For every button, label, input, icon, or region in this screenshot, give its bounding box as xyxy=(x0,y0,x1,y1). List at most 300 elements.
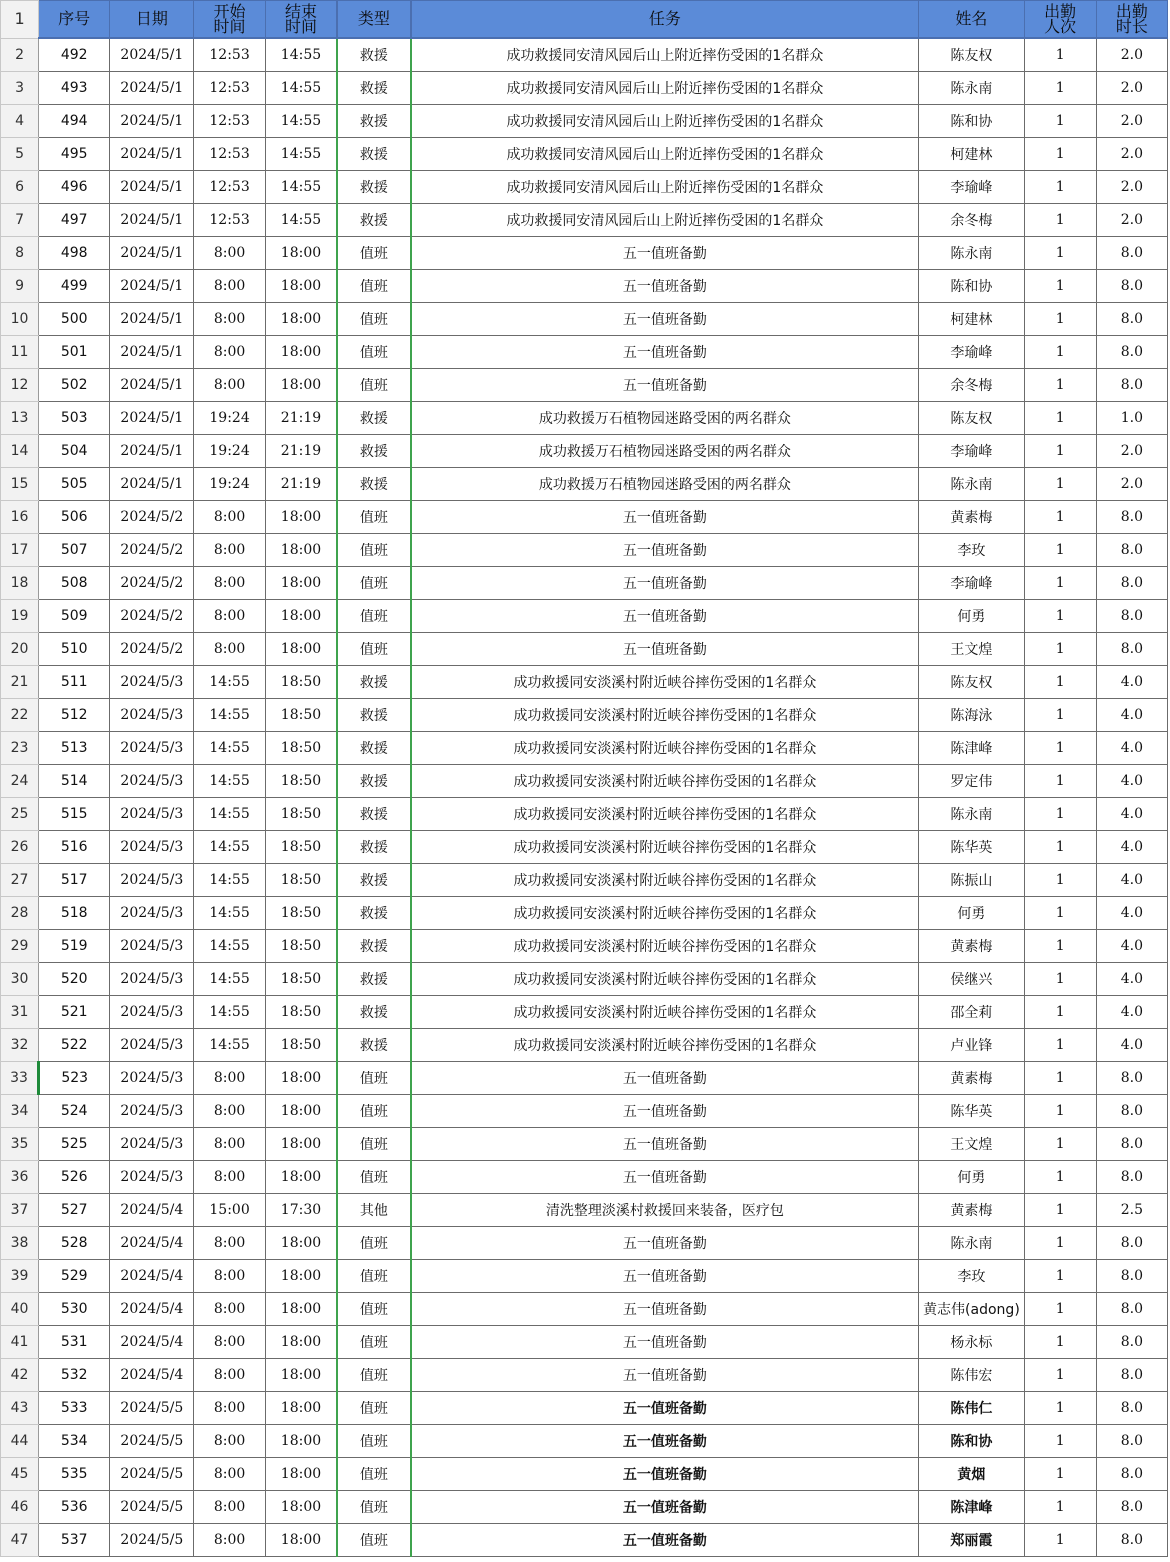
cell-end-time[interactable]: 18:00 xyxy=(265,1359,337,1392)
cell-task[interactable]: 成功救援同安淡溪村附近峡谷摔伤受困的1名群众 xyxy=(411,897,919,930)
cell-end-time[interactable]: 18:00 xyxy=(265,1392,337,1425)
cell-count[interactable]: 1 xyxy=(1024,303,1096,336)
cell-name[interactable]: 杨永标 xyxy=(919,1326,1024,1359)
cell-start-time[interactable]: 14:55 xyxy=(194,864,265,897)
cell-start-time[interactable]: 8:00 xyxy=(194,270,265,303)
cell-task[interactable]: 五一值班备勤 xyxy=(411,1491,919,1524)
cell-count[interactable]: 1 xyxy=(1024,1260,1096,1293)
cell-task[interactable]: 五一值班备勤 xyxy=(411,1392,919,1425)
cell-id[interactable]: 524 xyxy=(39,1095,110,1128)
cell-hours[interactable]: 8.0 xyxy=(1096,237,1167,270)
cell-hours[interactable]: 4.0 xyxy=(1096,732,1167,765)
cell-date[interactable]: 2024/5/3 xyxy=(110,897,194,930)
cell-task[interactable]: 成功救援万石植物园迷路受困的两名群众 xyxy=(411,468,919,501)
cell-name[interactable]: 陈和协 xyxy=(919,270,1024,303)
cell-start-time[interactable]: 8:00 xyxy=(194,1227,265,1260)
cell-date[interactable]: 2024/5/1 xyxy=(110,237,194,270)
cell-id[interactable]: 498 xyxy=(39,237,110,270)
cell-type[interactable]: 值班 xyxy=(337,567,410,600)
row-header[interactable]: 14 xyxy=(1,435,39,468)
row-header[interactable]: 39 xyxy=(1,1260,39,1293)
cell-start-time[interactable]: 8:00 xyxy=(194,1293,265,1326)
cell-start-time[interactable]: 8:00 xyxy=(194,1161,265,1194)
cell-id[interactable]: 518 xyxy=(39,897,110,930)
cell-start-time[interactable]: 14:55 xyxy=(194,798,265,831)
cell-id[interactable]: 525 xyxy=(39,1128,110,1161)
cell-end-time[interactable]: 18:50 xyxy=(265,798,337,831)
cell-name[interactable]: 柯建林 xyxy=(919,138,1024,171)
cell-hours[interactable]: 8.0 xyxy=(1096,270,1167,303)
cell-type[interactable]: 救援 xyxy=(337,38,410,72)
cell-count[interactable]: 1 xyxy=(1024,1425,1096,1458)
cell-start-time[interactable]: 12:53 xyxy=(194,138,265,171)
cell-type[interactable]: 救援 xyxy=(337,765,410,798)
cell-type[interactable]: 值班 xyxy=(337,336,410,369)
cell-end-time[interactable]: 18:50 xyxy=(265,765,337,798)
cell-count[interactable]: 1 xyxy=(1024,567,1096,600)
row-header[interactable]: 30 xyxy=(1,963,39,996)
cell-date[interactable]: 2024/5/3 xyxy=(110,864,194,897)
cell-hours[interactable]: 8.0 xyxy=(1096,1095,1167,1128)
cell-task[interactable]: 成功救援同安淡溪村附近峡谷摔伤受困的1名群众 xyxy=(411,831,919,864)
cell-hours[interactable]: 8.0 xyxy=(1096,303,1167,336)
cell-id[interactable]: 494 xyxy=(39,105,110,138)
cell-name[interactable]: 陈友权 xyxy=(919,402,1024,435)
cell-task[interactable]: 成功救援同安淡溪村附近峡谷摔伤受困的1名群众 xyxy=(411,798,919,831)
cell-task[interactable]: 五一值班备勤 xyxy=(411,633,919,666)
cell-hours[interactable]: 8.0 xyxy=(1096,600,1167,633)
cell-task[interactable]: 五一值班备勤 xyxy=(411,567,919,600)
cell-count[interactable]: 1 xyxy=(1024,1524,1096,1557)
cell-task[interactable]: 五一值班备勤 xyxy=(411,534,919,567)
cell-date[interactable]: 2024/5/2 xyxy=(110,600,194,633)
cell-id[interactable]: 529 xyxy=(39,1260,110,1293)
cell-count[interactable]: 1 xyxy=(1024,1062,1096,1095)
cell-name[interactable]: 李瑜峰 xyxy=(919,171,1024,204)
cell-date[interactable]: 2024/5/1 xyxy=(110,138,194,171)
cell-count[interactable]: 1 xyxy=(1024,534,1096,567)
cell-date[interactable]: 2024/5/3 xyxy=(110,765,194,798)
cell-count[interactable]: 1 xyxy=(1024,600,1096,633)
cell-task[interactable]: 五一值班备勤 xyxy=(411,1128,919,1161)
cell-count[interactable]: 1 xyxy=(1024,831,1096,864)
cell-task[interactable]: 五一值班备勤 xyxy=(411,369,919,402)
cell-id[interactable]: 504 xyxy=(39,435,110,468)
cell-date[interactable]: 2024/5/3 xyxy=(110,1062,194,1095)
cell-type[interactable]: 救援 xyxy=(337,402,410,435)
cell-date[interactable]: 2024/5/1 xyxy=(110,204,194,237)
cell-id[interactable]: 511 xyxy=(39,666,110,699)
cell-start-time[interactable]: 12:53 xyxy=(194,38,265,72)
cell-name[interactable]: 陈华英 xyxy=(919,1095,1024,1128)
cell-task[interactable]: 五一值班备勤 xyxy=(411,600,919,633)
cell-end-time[interactable]: 14:55 xyxy=(265,204,337,237)
cell-date[interactable]: 2024/5/4 xyxy=(110,1359,194,1392)
cell-start-time[interactable]: 19:24 xyxy=(194,435,265,468)
cell-start-time[interactable]: 15:00 xyxy=(194,1194,265,1227)
cell-type[interactable]: 值班 xyxy=(337,1062,410,1095)
cell-date[interactable]: 2024/5/3 xyxy=(110,1095,194,1128)
cell-start-time[interactable]: 19:24 xyxy=(194,468,265,501)
cell-start-time[interactable]: 14:55 xyxy=(194,831,265,864)
cell-end-time[interactable]: 18:00 xyxy=(265,633,337,666)
cell-date[interactable]: 2024/5/5 xyxy=(110,1458,194,1491)
cell-id[interactable]: 501 xyxy=(39,336,110,369)
cell-id[interactable]: 497 xyxy=(39,204,110,237)
cell-hours[interactable]: 4.0 xyxy=(1096,930,1167,963)
cell-count[interactable]: 1 xyxy=(1024,666,1096,699)
cell-start-time[interactable]: 8:00 xyxy=(194,336,265,369)
cell-date[interactable]: 2024/5/2 xyxy=(110,534,194,567)
cell-end-time[interactable]: 18:00 xyxy=(265,1062,337,1095)
cell-id[interactable]: 509 xyxy=(39,600,110,633)
cell-end-time[interactable]: 18:00 xyxy=(265,336,337,369)
cell-count[interactable]: 1 xyxy=(1024,501,1096,534)
cell-count[interactable]: 1 xyxy=(1024,1095,1096,1128)
row-header[interactable]: 46 xyxy=(1,1491,39,1524)
cell-id[interactable]: 508 xyxy=(39,567,110,600)
cell-task[interactable]: 成功救援同安淡溪村附近峡谷摔伤受困的1名群众 xyxy=(411,765,919,798)
cell-end-time[interactable]: 18:00 xyxy=(265,369,337,402)
cell-id[interactable]: 531 xyxy=(39,1326,110,1359)
cell-type[interactable]: 救援 xyxy=(337,72,410,105)
cell-type[interactable]: 救援 xyxy=(337,963,410,996)
cell-task[interactable]: 五一值班备勤 xyxy=(411,1425,919,1458)
cell-type[interactable]: 值班 xyxy=(337,303,410,336)
cell-name[interactable]: 何勇 xyxy=(919,1161,1024,1194)
cell-type[interactable]: 值班 xyxy=(337,1095,410,1128)
cell-hours[interactable]: 2.0 xyxy=(1096,138,1167,171)
cell-hours[interactable]: 1.0 xyxy=(1096,402,1167,435)
cell-count[interactable]: 1 xyxy=(1024,1491,1096,1524)
cell-type[interactable]: 值班 xyxy=(337,1293,410,1326)
cell-name[interactable]: 王文煌 xyxy=(919,633,1024,666)
cell-start-time[interactable]: 14:55 xyxy=(194,699,265,732)
cell-start-time[interactable]: 8:00 xyxy=(194,567,265,600)
cell-end-time[interactable]: 18:00 xyxy=(265,600,337,633)
row-header[interactable]: 19 xyxy=(1,600,39,633)
row-header[interactable]: 28 xyxy=(1,897,39,930)
row-header[interactable]: 18 xyxy=(1,567,39,600)
row-header[interactable]: 3 xyxy=(1,72,39,105)
row-header[interactable]: 10 xyxy=(1,303,39,336)
cell-type[interactable]: 值班 xyxy=(337,1161,410,1194)
row-header[interactable]: 38 xyxy=(1,1227,39,1260)
cell-name[interactable]: 李瑜峰 xyxy=(919,567,1024,600)
cell-name[interactable]: 陈伟仁 xyxy=(919,1392,1024,1425)
cell-count[interactable]: 1 xyxy=(1024,1359,1096,1392)
cell-task[interactable]: 成功救援万石植物园迷路受困的两名群众 xyxy=(411,402,919,435)
cell-hours[interactable]: 8.0 xyxy=(1096,1491,1167,1524)
cell-task[interactable]: 五一值班备勤 xyxy=(411,237,919,270)
cell-start-time[interactable]: 14:55 xyxy=(194,930,265,963)
cell-start-time[interactable]: 8:00 xyxy=(194,1425,265,1458)
cell-start-time[interactable]: 8:00 xyxy=(194,1458,265,1491)
cell-start-time[interactable]: 8:00 xyxy=(194,1095,265,1128)
cell-name[interactable]: 罗定伟 xyxy=(919,765,1024,798)
column-header-type[interactable]: 类型 xyxy=(337,1,410,39)
cell-end-time[interactable]: 18:50 xyxy=(265,963,337,996)
cell-count[interactable]: 1 xyxy=(1024,1161,1096,1194)
cell-id[interactable]: 495 xyxy=(39,138,110,171)
row-header[interactable]: 34 xyxy=(1,1095,39,1128)
cell-task[interactable]: 五一值班备勤 xyxy=(411,270,919,303)
cell-count[interactable]: 1 xyxy=(1024,1029,1096,1062)
cell-end-time[interactable]: 18:50 xyxy=(265,864,337,897)
cell-count[interactable]: 1 xyxy=(1024,633,1096,666)
cell-start-time[interactable]: 8:00 xyxy=(194,600,265,633)
row-header[interactable]: 32 xyxy=(1,1029,39,1062)
cell-date[interactable]: 2024/5/2 xyxy=(110,501,194,534)
cell-count[interactable]: 1 xyxy=(1024,468,1096,501)
cell-type[interactable]: 值班 xyxy=(337,1326,410,1359)
cell-id[interactable]: 519 xyxy=(39,930,110,963)
cell-start-time[interactable]: 19:24 xyxy=(194,402,265,435)
cell-date[interactable]: 2024/5/3 xyxy=(110,1029,194,1062)
cell-hours[interactable]: 8.0 xyxy=(1096,1293,1167,1326)
cell-id[interactable]: 521 xyxy=(39,996,110,1029)
cell-hours[interactable]: 4.0 xyxy=(1096,996,1167,1029)
cell-end-time[interactable]: 21:19 xyxy=(265,468,337,501)
cell-id[interactable]: 506 xyxy=(39,501,110,534)
cell-hours[interactable]: 8.0 xyxy=(1096,1260,1167,1293)
row-header[interactable]: 27 xyxy=(1,864,39,897)
cell-end-time[interactable]: 18:00 xyxy=(265,1491,337,1524)
cell-end-time[interactable]: 14:55 xyxy=(265,72,337,105)
row-header[interactable]: 25 xyxy=(1,798,39,831)
cell-type[interactable]: 值班 xyxy=(337,1392,410,1425)
cell-start-time[interactable]: 8:00 xyxy=(194,534,265,567)
cell-count[interactable]: 1 xyxy=(1024,732,1096,765)
cell-end-time[interactable]: 18:50 xyxy=(265,831,337,864)
cell-end-time[interactable]: 18:00 xyxy=(265,1458,337,1491)
row-header[interactable]: 45 xyxy=(1,1458,39,1491)
cell-count[interactable]: 1 xyxy=(1024,1458,1096,1491)
row-header[interactable]: 8 xyxy=(1,237,39,270)
cell-hours[interactable]: 4.0 xyxy=(1096,831,1167,864)
cell-hours[interactable]: 4.0 xyxy=(1096,897,1167,930)
cell-hours[interactable]: 8.0 xyxy=(1096,1227,1167,1260)
cell-date[interactable]: 2024/5/4 xyxy=(110,1260,194,1293)
cell-hours[interactable]: 2.0 xyxy=(1096,171,1167,204)
cell-type[interactable]: 值班 xyxy=(337,1524,410,1557)
cell-id[interactable]: 513 xyxy=(39,732,110,765)
cell-start-time[interactable]: 8:00 xyxy=(194,1491,265,1524)
cell-name[interactable]: 李玫 xyxy=(919,1260,1024,1293)
cell-count[interactable]: 1 xyxy=(1024,1326,1096,1359)
cell-id[interactable]: 516 xyxy=(39,831,110,864)
cell-task[interactable]: 成功救援同安清风园后山上附近摔伤受困的1名群众 xyxy=(411,138,919,171)
cell-start-time[interactable]: 14:55 xyxy=(194,996,265,1029)
cell-end-time[interactable]: 14:55 xyxy=(265,138,337,171)
cell-type[interactable]: 值班 xyxy=(337,1260,410,1293)
cell-task[interactable]: 五一值班备勤 xyxy=(411,303,919,336)
cell-task[interactable]: 成功救援同安淡溪村附近峡谷摔伤受困的1名群众 xyxy=(411,732,919,765)
cell-count[interactable]: 1 xyxy=(1024,435,1096,468)
cell-name[interactable]: 柯建林 xyxy=(919,303,1024,336)
cell-start-time[interactable]: 12:53 xyxy=(194,105,265,138)
cell-start-time[interactable]: 8:00 xyxy=(194,1359,265,1392)
cell-hours[interactable]: 8.0 xyxy=(1096,1326,1167,1359)
cell-hours[interactable]: 8.0 xyxy=(1096,1359,1167,1392)
cell-count[interactable]: 1 xyxy=(1024,138,1096,171)
cell-id[interactable]: 510 xyxy=(39,633,110,666)
cell-start-time[interactable]: 8:00 xyxy=(194,1392,265,1425)
cell-end-time[interactable]: 18:50 xyxy=(265,666,337,699)
cell-start-time[interactable]: 14:55 xyxy=(194,963,265,996)
cell-type[interactable]: 值班 xyxy=(337,237,410,270)
cell-id[interactable]: 493 xyxy=(39,72,110,105)
cell-task[interactable]: 五一值班备勤 xyxy=(411,1293,919,1326)
cell-end-time[interactable]: 18:00 xyxy=(265,303,337,336)
cell-count[interactable]: 1 xyxy=(1024,171,1096,204)
cell-count[interactable]: 1 xyxy=(1024,1293,1096,1326)
cell-task[interactable]: 成功救援同安清风园后山上附近摔伤受困的1名群众 xyxy=(411,171,919,204)
cell-date[interactable]: 2024/5/2 xyxy=(110,633,194,666)
cell-task[interactable]: 成功救援同安淡溪村附近峡谷摔伤受困的1名群众 xyxy=(411,996,919,1029)
cell-name[interactable]: 黄素梅 xyxy=(919,1194,1024,1227)
cell-count[interactable]: 1 xyxy=(1024,369,1096,402)
cell-start-time[interactable]: 14:55 xyxy=(194,765,265,798)
cell-task[interactable]: 成功救援同安淡溪村附近峡谷摔伤受困的1名群众 xyxy=(411,930,919,963)
cell-start-time[interactable]: 8:00 xyxy=(194,303,265,336)
column-header-end-time[interactable] xyxy=(265,1,337,39)
cell-count[interactable]: 1 xyxy=(1024,996,1096,1029)
cell-start-time[interactable]: 8:00 xyxy=(194,369,265,402)
cell-name[interactable]: 陈永南 xyxy=(919,1227,1024,1260)
cell-type[interactable]: 值班 xyxy=(337,600,410,633)
cell-name[interactable]: 陈永南 xyxy=(919,798,1024,831)
cell-date[interactable]: 2024/5/3 xyxy=(110,666,194,699)
cell-type[interactable]: 救援 xyxy=(337,666,410,699)
cell-name[interactable]: 郑丽霞 xyxy=(919,1524,1024,1557)
row-header[interactable]: 17 xyxy=(1,534,39,567)
cell-name[interactable]: 黄志伟(adong) xyxy=(919,1293,1024,1326)
row-header[interactable]: 33 xyxy=(1,1062,39,1095)
cell-date[interactable]: 2024/5/1 xyxy=(110,105,194,138)
column-header-id[interactable]: 序号 xyxy=(39,1,110,39)
cell-task[interactable]: 五一值班备勤 xyxy=(411,336,919,369)
cell-id[interactable]: 520 xyxy=(39,963,110,996)
cell-count[interactable]: 1 xyxy=(1024,897,1096,930)
cell-name[interactable]: 黄烟 xyxy=(919,1458,1024,1491)
cell-type[interactable]: 值班 xyxy=(337,1227,410,1260)
cell-end-time[interactable]: 18:00 xyxy=(265,1524,337,1557)
cell-date[interactable]: 2024/5/2 xyxy=(110,567,194,600)
cell-date[interactable]: 2024/5/4 xyxy=(110,1194,194,1227)
cell-type[interactable]: 救援 xyxy=(337,1029,410,1062)
cell-task[interactable]: 成功救援同安淡溪村附近峡谷摔伤受困的1名群众 xyxy=(411,1029,919,1062)
cell-date[interactable]: 2024/5/1 xyxy=(110,468,194,501)
cell-end-time[interactable]: 17:30 xyxy=(265,1194,337,1227)
cell-date[interactable]: 2024/5/4 xyxy=(110,1227,194,1260)
cell-start-time[interactable]: 14:55 xyxy=(194,732,265,765)
cell-task[interactable]: 成功救援万石植物园迷路受困的两名群众 xyxy=(411,435,919,468)
cell-id[interactable]: 527 xyxy=(39,1194,110,1227)
cell-type[interactable]: 救援 xyxy=(337,699,410,732)
cell-date[interactable]: 2024/5/4 xyxy=(110,1326,194,1359)
cell-id[interactable]: 502 xyxy=(39,369,110,402)
cell-hours[interactable]: 2.0 xyxy=(1096,72,1167,105)
cell-end-time[interactable]: 14:55 xyxy=(265,38,337,72)
cell-hours[interactable]: 8.0 xyxy=(1096,1425,1167,1458)
cell-name[interactable]: 李瑜峰 xyxy=(919,336,1024,369)
cell-count[interactable]: 1 xyxy=(1024,930,1096,963)
cell-date[interactable]: 2024/5/1 xyxy=(110,336,194,369)
cell-date[interactable]: 2024/5/1 xyxy=(110,402,194,435)
cell-type[interactable]: 值班 xyxy=(337,534,410,567)
column-header-task[interactable]: 任务 xyxy=(411,1,919,39)
cell-date[interactable]: 2024/5/1 xyxy=(110,303,194,336)
cell-name[interactable]: 侯继兴 xyxy=(919,963,1024,996)
row-header[interactable]: 7 xyxy=(1,204,39,237)
cell-id[interactable]: 523 xyxy=(39,1062,110,1095)
cell-task[interactable]: 成功救援同安淡溪村附近峡谷摔伤受困的1名群众 xyxy=(411,699,919,732)
row-header[interactable]: 29 xyxy=(1,930,39,963)
cell-hours[interactable]: 8.0 xyxy=(1096,1128,1167,1161)
cell-end-time[interactable]: 18:50 xyxy=(265,1029,337,1062)
cell-name[interactable]: 陈永南 xyxy=(919,468,1024,501)
row-header[interactable]: 15 xyxy=(1,468,39,501)
cell-date[interactable]: 2024/5/3 xyxy=(110,930,194,963)
cell-type[interactable]: 值班 xyxy=(337,1359,410,1392)
cell-end-time[interactable]: 21:19 xyxy=(265,435,337,468)
cell-hours[interactable]: 8.0 xyxy=(1096,336,1167,369)
cell-end-time[interactable]: 14:55 xyxy=(265,105,337,138)
cell-id[interactable]: 512 xyxy=(39,699,110,732)
cell-count[interactable]: 1 xyxy=(1024,1128,1096,1161)
cell-name[interactable]: 陈津峰 xyxy=(919,732,1024,765)
cell-count[interactable]: 1 xyxy=(1024,204,1096,237)
cell-id[interactable]: 503 xyxy=(39,402,110,435)
row-header[interactable]: 44 xyxy=(1,1425,39,1458)
cell-hours[interactable]: 2.0 xyxy=(1096,105,1167,138)
cell-end-time[interactable]: 18:00 xyxy=(265,1425,337,1458)
cell-name[interactable]: 何勇 xyxy=(919,600,1024,633)
cell-id[interactable]: 528 xyxy=(39,1227,110,1260)
cell-hours[interactable]: 4.0 xyxy=(1096,798,1167,831)
row-header[interactable]: 16 xyxy=(1,501,39,534)
cell-date[interactable]: 2024/5/4 xyxy=(110,1293,194,1326)
cell-type[interactable]: 救援 xyxy=(337,138,410,171)
cell-hours[interactable]: 8.0 xyxy=(1096,1161,1167,1194)
cell-start-time[interactable]: 12:53 xyxy=(194,72,265,105)
cell-type[interactable]: 值班 xyxy=(337,1458,410,1491)
row-header[interactable]: 43 xyxy=(1,1392,39,1425)
cell-task[interactable]: 五一值班备勤 xyxy=(411,1359,919,1392)
cell-type[interactable]: 救援 xyxy=(337,204,410,237)
cell-type[interactable]: 值班 xyxy=(337,270,410,303)
cell-start-time[interactable]: 8:00 xyxy=(194,1128,265,1161)
cell-id[interactable]: 526 xyxy=(39,1161,110,1194)
cell-task[interactable]: 五一值班备勤 xyxy=(411,1524,919,1557)
cell-date[interactable]: 2024/5/1 xyxy=(110,435,194,468)
cell-id[interactable]: 535 xyxy=(39,1458,110,1491)
cell-start-time[interactable]: 8:00 xyxy=(194,633,265,666)
cell-date[interactable]: 2024/5/5 xyxy=(110,1425,194,1458)
row-header[interactable]: 41 xyxy=(1,1326,39,1359)
cell-hours[interactable]: 8.0 xyxy=(1096,1392,1167,1425)
cell-id[interactable]: 537 xyxy=(39,1524,110,1557)
cell-end-time[interactable]: 18:50 xyxy=(265,930,337,963)
cell-start-time[interactable]: 14:55 xyxy=(194,666,265,699)
cell-start-time[interactable]: 12:53 xyxy=(194,171,265,204)
cell-type[interactable]: 值班 xyxy=(337,633,410,666)
cell-name[interactable]: 黄素梅 xyxy=(919,930,1024,963)
cell-end-time[interactable]: 18:00 xyxy=(265,1161,337,1194)
cell-end-time[interactable]: 18:00 xyxy=(265,1260,337,1293)
cell-date[interactable]: 2024/5/3 xyxy=(110,1128,194,1161)
